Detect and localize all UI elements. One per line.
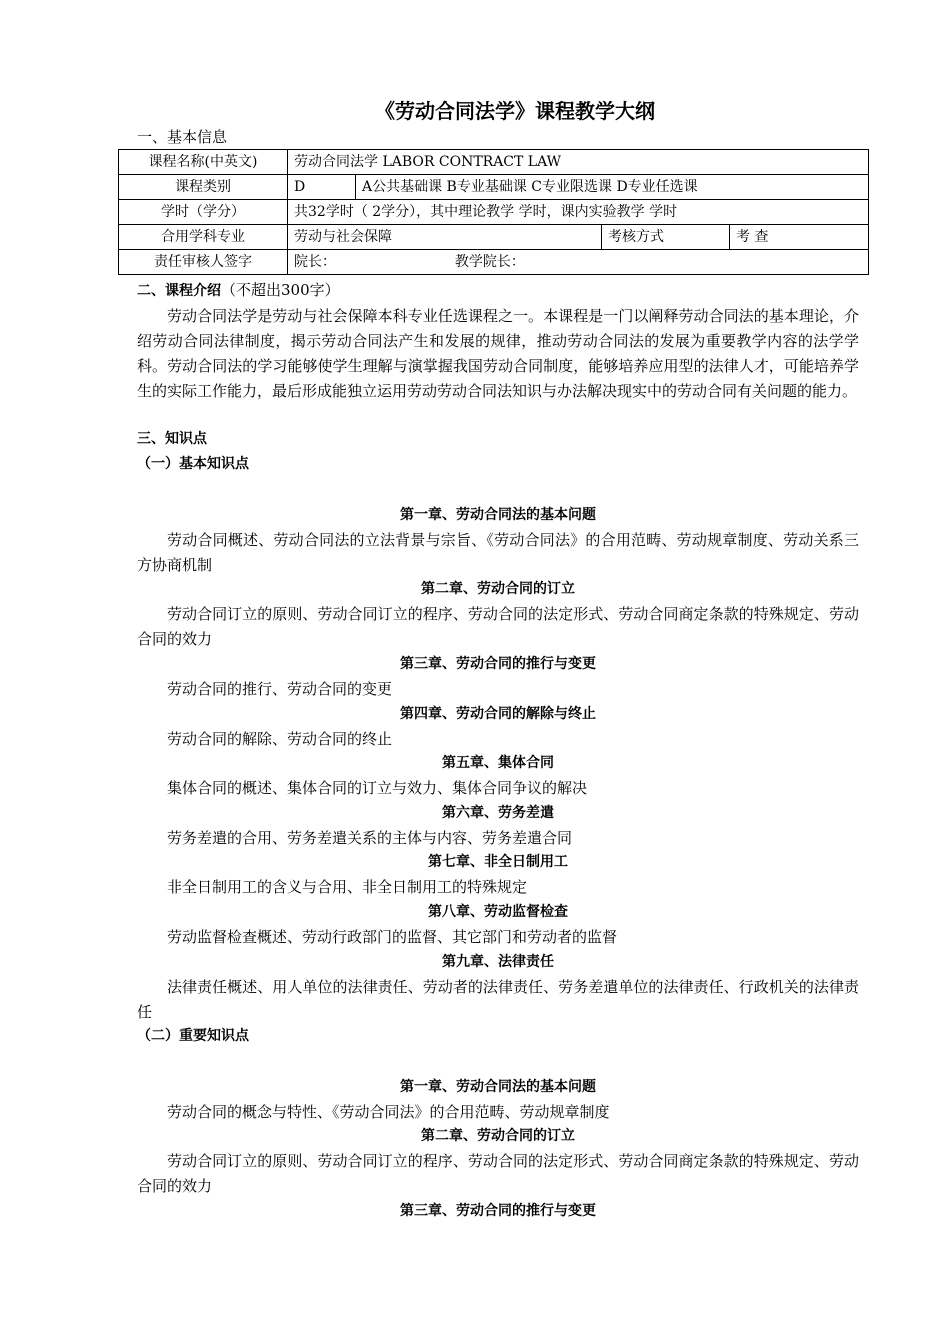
intro-paragraph: 劳动合同法学是劳动与社会保障本科专业任选课程之一。本课程是一门以阐释劳动合同法的基本理论，介绍劳动合同法律制度，揭示劳动合同法产生和发展的规律，推动劳动合同法的发展为重要教学内容的法学学科。劳动合同法的学习能够使学生理解与演掌握我国劳动合同制度，能够培养应用型的法律人才，可能培养学生的实际工作能力，最后形成能独立运用劳动劳动合同法知识与办法解决现实中的劳动合同有关问题的能力。 (137, 307, 859, 400)
course-type-value: D (288, 175, 356, 200)
basic-chapter-9-heading: 第九章、法律责任 (442, 954, 554, 970)
section-key-points: （二）重要知识点 (137, 1028, 249, 1044)
basic-chapter-6-text: 劳务差遣的合用、劳务差遣关系的主体与内容、劳务差遣合同 (167, 829, 573, 847)
key-chapter-1-heading: 第一章、劳动合同法的基本问题 (400, 1079, 596, 1095)
basic-chapter-4-text: 劳动合同的解除、劳动合同的终止 (167, 730, 393, 748)
table-row (119, 200, 869, 225)
course-type-label: 课程类别 (119, 175, 288, 200)
major-label: 合用学科专业 (119, 225, 288, 250)
key-chapter-3-heading: 第三章、劳动合同的推行与变更 (400, 1203, 596, 1219)
section-intro-heading: 二、课程介绍 (137, 283, 221, 299)
course-type-options: A公共基础课 B专业基础课 C专业限选课 D专业任选课 (356, 175, 869, 200)
basic-chapter-2-heading: 第二章、劳动合同的订立 (421, 581, 575, 597)
section-basic-points: （一）基本知识点 (137, 456, 249, 472)
course-name-label: 课程名称(中英文) (119, 150, 288, 175)
basic-chapter-7-text: 非全日制用工的含义与合用、非全日制用工的特殊规定 (167, 878, 528, 896)
section-intro-note: （不超出300字） (221, 281, 340, 299)
document-title: 《劳动合同法学》课程教学大纲 (375, 99, 655, 123)
teaching-dean-label: 教学院长： (454, 254, 525, 270)
reviewer-label: 责任审核人签字 (119, 250, 288, 275)
key-chapter-2-heading: 第二章、劳动合同的订立 (421, 1128, 575, 1144)
key-chapter-1-text: 劳动合同的概念与特性、《劳动合同法》的合用范畴、劳动规章制度 (167, 1103, 610, 1121)
dean-label: 院长： (294, 254, 336, 270)
basic-chapter-9-text: 法律责任概述、用人单位的法律责任、劳动者的法律责任、劳务差遣单位的法律责任、行政机关的法律责任 (137, 978, 859, 1021)
key-chapter-2-text: 劳动合同订立的原则、劳动合同订立的程序、劳动合同的法定形式、劳动合同商定条款的特殊规定、劳动合同的效力 (137, 1152, 859, 1195)
section-intro (137, 279, 340, 302)
basic-chapter-1-heading: 第一章、劳动合同法的基本问题 (400, 507, 596, 523)
assess-value: 考 查 (730, 225, 869, 250)
table-row (119, 150, 869, 175)
basic-chapter-2-text: 劳动合同订立的原则、劳动合同订立的程序、劳动合同的法定形式、劳动合同商定条款的特殊规定、劳动合同的效力 (137, 605, 859, 648)
basic-chapter-8-text: 劳动监督检查概述、劳动行政部门的监督、其它部门和劳动者的监督 (167, 928, 618, 946)
major-value: 劳动与社会保障 (288, 225, 602, 250)
signature-cell (288, 250, 869, 275)
table-row (119, 225, 869, 250)
basic-chapter-1-text: 劳动合同概述、劳动合同法的立法背景与宗旨、《劳动合同法》的合用范畴、劳动规章制度、劳动关系三方协商机制 (137, 531, 859, 574)
basic-chapter-5-text: 集体合同的概述、集体合同的订立与效力、集体合同争议的解决 (167, 779, 588, 797)
hours-value: 共32学时（ 2学分），其中理论教学 学时，课内实验教学 学时 (288, 200, 869, 225)
basic-chapter-4-heading: 第四章、劳动合同的解除与终止 (400, 706, 596, 722)
table-row (119, 250, 869, 275)
basic-chapter-8-heading: 第八章、劳动监督检查 (428, 904, 568, 920)
basic-chapter-3-heading: 第三章、劳动合同的推行与变更 (400, 656, 596, 672)
basic-chapter-7-heading: 第七章、非全日制用工 (428, 854, 568, 870)
section-basic-info: 一、基本信息 (137, 128, 228, 146)
hours-label: 学时（学分） (119, 200, 288, 225)
course-info-table (118, 149, 869, 275)
section-knowledge: 三、知识点 (137, 431, 207, 447)
assess-label: 考核方式 (602, 225, 730, 250)
table-row (119, 175, 869, 200)
basic-chapter-6-heading: 第六章、劳务差遣 (442, 805, 554, 821)
course-name-value: 劳动合同法学 LABOR CONTRACT LAW (288, 150, 869, 175)
basic-chapter-3-text: 劳动合同的推行、劳动合同的变更 (167, 680, 393, 698)
basic-chapter-5-heading: 第五章、集体合同 (442, 755, 554, 771)
